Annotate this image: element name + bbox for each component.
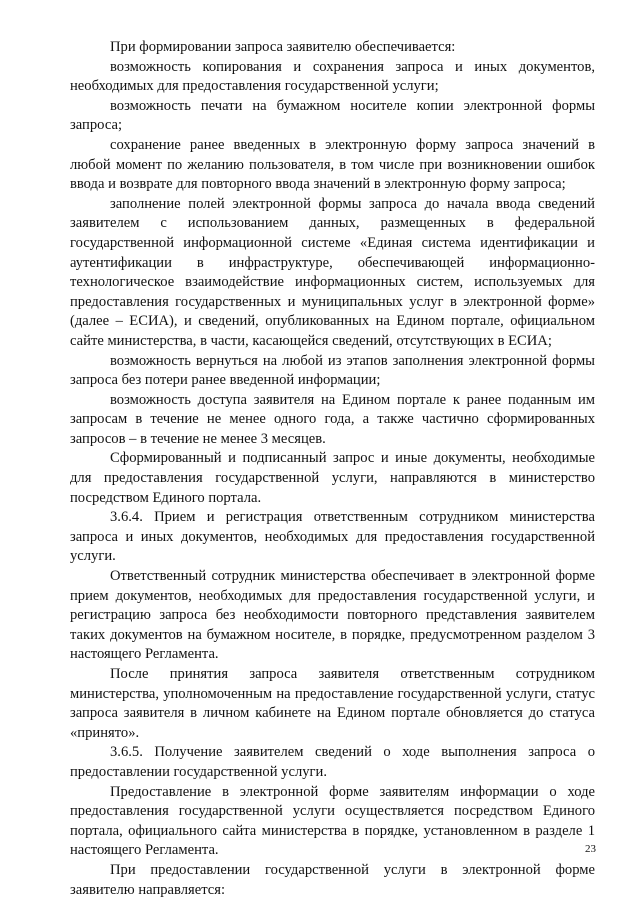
paragraph: После принятия запроса заявителя ответственным сотрудником министерства, уполномоченным на предоставление государственной услуги, статус запроса заявителя в личном кабинете на Едином портале обновляется до статуса «принято». — [70, 666, 595, 741]
page-number: 23 — [585, 843, 596, 855]
section-heading: 3.6.4. Прием и регистрация ответственным сотрудником министерства запроса и иных документов, необходимых для предоставления государственной услуги. — [70, 509, 595, 565]
paragraph: заполнение полей электронной формы запроса до начала ввода сведений заявителем с использованием данных, размещенных в федеральной государственной информационной системе «Единая система идентификации и аутентификации в инфраструктуре, обеспечивающей информационно-технологическое взаимодействие информационных систем, используемых для предоставления государственных и муниципальных услуг в электронной форме» (далее – ЕСИА), и сведений, опубликованных на Едином портале, официальном сайте министерства, в части, касающейся сведений, отсутствующих в ЕСИА; — [70, 195, 595, 349]
paragraph: При предоставлении государственной услуги в электронной форме заявителю направляется: — [70, 861, 595, 898]
paragraph: Ответственный сотрудник министерства обеспечивает в электронной форме прием документов, необходимых для предоставления государственной услуги, и регистрацию запроса без необходимости повторного представления заявителем таких документов на бумажном носителе, в порядке, предусмотренном разделом 3 настоящего Регламента. — [70, 568, 595, 663]
paragraph: возможность доступа заявителя на Едином портале к ранее поданным им запросам в течение не менее одного года, а также частично сформированных запросов – в течение не менее 3 месяцев. — [70, 391, 595, 447]
paragraph: Сформированный и подписанный запрос и иные документы, необходимые для предоставления государственной услуги, направляются в министерство посредством Единого портала. — [70, 450, 595, 506]
paragraph: сохранение ранее введенных в электронную форму запроса значений в любой момент по желанию пользователя, в том числе при возникновении ошибок ввода и возврате для повторного ввода значений в электронную форму запроса; — [70, 136, 595, 193]
paragraph: возможность печати на бумажном носителе копии электронной формы запроса; — [70, 97, 595, 134]
paragraph: возможность копирования и сохранения запроса и иных документов, необходимых для предоставления государственной услуги; — [70, 58, 595, 95]
paragraph: При формировании запроса заявителю обеспечивается: — [110, 39, 456, 55]
section-heading: 3.6.5. Получение заявителем сведений о ходе выполнения запроса о предоставлении государственной услуги. — [70, 744, 595, 780]
paragraph: Предоставление в электронной форме заявителям информации о ходе предоставления государственной услуги осуществляется посредством Единого портала, официального сайта министерства в порядке, установленном в разделе 1 настоящего Регламента. — [70, 783, 595, 859]
document-body — [70, 38, 595, 900]
paragraph: возможность вернуться на любой из этапов заполнения электронной формы запроса без потери ранее введенной информации; — [70, 352, 595, 389]
